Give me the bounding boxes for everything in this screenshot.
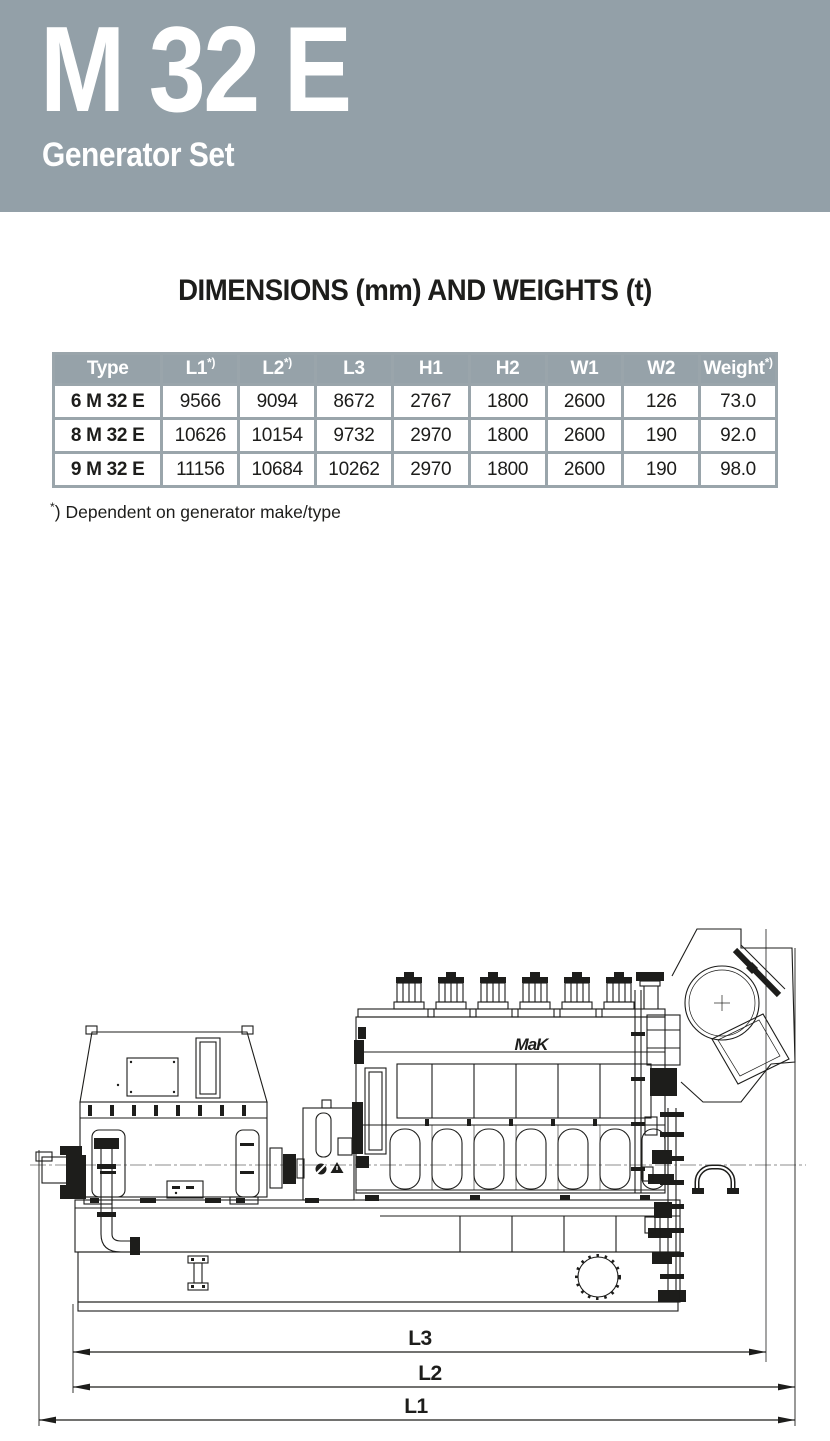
dimension-l1 <box>39 1395 795 1423</box>
dim-label-l3: L3 <box>408 1327 432 1350</box>
table-cell: 10262 <box>316 453 393 487</box>
column-header-weight: Weight*) <box>700 354 777 385</box>
base-frame <box>75 1195 680 1311</box>
table-cell: 9094 <box>239 385 316 419</box>
table-header-row <box>54 354 777 385</box>
generator-set-side-view-drawing <box>0 912 830 1441</box>
column-header-h1: H1 <box>392 354 469 385</box>
table-row <box>54 385 777 419</box>
table-footnote <box>50 500 341 523</box>
table-cell: 9732 <box>316 419 393 453</box>
table-cell: 1800 <box>469 453 546 487</box>
generator-assembly <box>80 1026 267 1204</box>
footnote-text: ) Dependent on generator make/type <box>54 501 341 522</box>
column-header-l2: L2*) <box>239 354 316 385</box>
crankshaft-flange <box>578 1257 618 1297</box>
column-header-l3: L3 <box>316 354 393 385</box>
table-cell: 2970 <box>392 453 469 487</box>
exhaust-connection <box>636 972 664 981</box>
table-row <box>54 419 777 453</box>
dim-label-l2: L2 <box>418 1362 442 1385</box>
column-header-h2: H2 <box>469 354 546 385</box>
table-cell: 2767 <box>392 385 469 419</box>
title-banner <box>0 0 830 212</box>
table-cell: 9566 <box>162 385 239 419</box>
dimension-lines <box>39 948 795 1426</box>
engine-end-piping <box>631 990 739 1302</box>
table-cell: 92.0 <box>700 419 777 453</box>
engine-assembly <box>352 1009 665 1193</box>
dimensions-table <box>52 352 778 488</box>
table-cell: 10154 <box>239 419 316 453</box>
dim-label-l1: L1 <box>404 1395 428 1418</box>
table-row <box>54 453 777 487</box>
turbocharger-assembly <box>672 929 795 1362</box>
table-cell: 11156 <box>162 453 239 487</box>
column-header-w1: W1 <box>546 354 623 385</box>
table-cell: 9 M 32 E <box>54 453 162 487</box>
table-cell: 8672 <box>316 385 393 419</box>
table-cell: 2600 <box>546 453 623 487</box>
section-title: DIMENSIONS (mm) AND WEIGHTS (t) <box>178 274 652 307</box>
model-subtitle: Generator Set <box>42 136 235 174</box>
table-cell: 2970 <box>392 419 469 453</box>
column-header-type: Type <box>54 354 162 385</box>
column-header-w2: W2 <box>623 354 700 385</box>
jacking-support <box>188 1256 208 1290</box>
column-header-l1: L1*) <box>162 354 239 385</box>
dimension-l2 <box>73 1362 795 1390</box>
table-cell: 1800 <box>469 419 546 453</box>
model-title: M 32 E <box>40 1 350 137</box>
table-cell: 98.0 <box>700 453 777 487</box>
table-cell: 2600 <box>546 419 623 453</box>
coupling-flywheel-housing <box>270 1100 354 1200</box>
table-cell: 6 M 32 E <box>54 385 162 419</box>
mak-logo: MaK <box>514 1035 548 1054</box>
table-cell: 10684 <box>239 453 316 487</box>
table-cell: 126 <box>623 385 700 419</box>
footnote-asterisk: * <box>50 500 55 514</box>
table-cell: 1800 <box>469 385 546 419</box>
skid <box>78 1302 678 1311</box>
table-cell: 2600 <box>546 385 623 419</box>
table-cell: 8 M 32 E <box>54 419 162 453</box>
table-cell: 10626 <box>162 419 239 453</box>
table-cell: 190 <box>623 453 700 487</box>
table-cell: 190 <box>623 419 700 453</box>
dimension-l3 <box>73 1327 766 1355</box>
table-cell: 73.0 <box>700 385 777 419</box>
cylinder-heads <box>394 972 664 1009</box>
